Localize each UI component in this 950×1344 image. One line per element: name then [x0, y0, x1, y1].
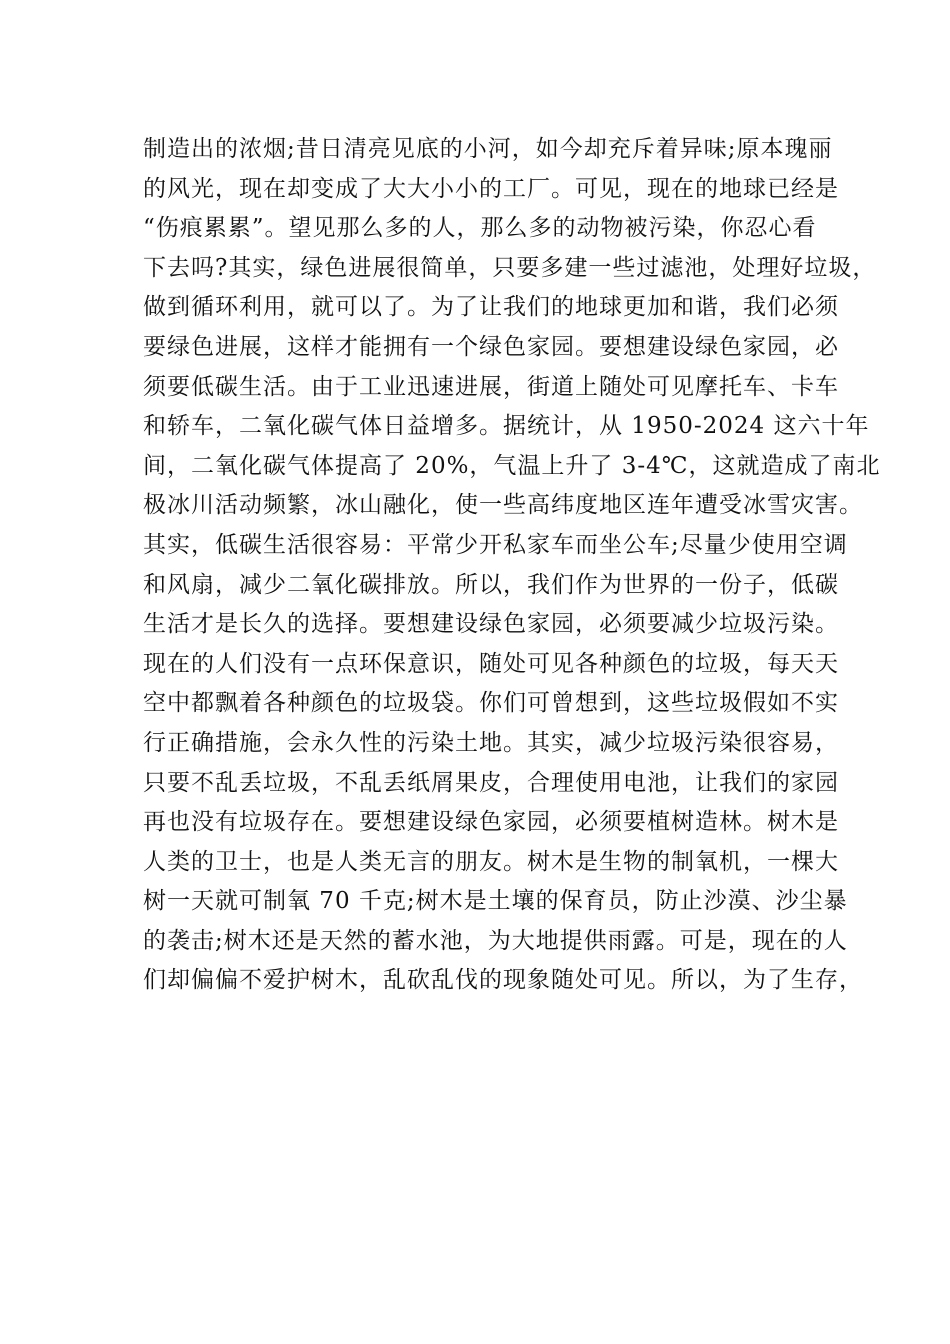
text-line: 树一天就可制氧 70 千克;树木是土壤的保育员，防止沙漠、沙尘暴: [143, 888, 848, 915]
text-line: 和轿车，二氧化碳气体日益增多。据统计，从 1950-2024 这六十年: [143, 413, 870, 440]
text-line: 们却偏偏不爱护树木，乱砍乱伐的现象随处可见。所以，为了生存，: [143, 967, 863, 994]
text-line: 要绿色进展，这样才能拥有一个绿色家园。要想建设绿色家园，必: [143, 333, 839, 360]
text-line: 再也没有垃圾存在。要想建设绿色家园，必须要植树造林。树木是: [143, 809, 839, 836]
text-line: 做到循环利用，就可以了。为了让我们的地球更加和谐，我们必须: [143, 294, 839, 321]
text-line: 人类的卫士，也是人类无言的朋友。树木是生物的制氧机，一棵大: [143, 848, 839, 875]
body-text: [143, 130, 881, 1001]
text-line: 下去吗?其实，绿色进展很简单，只要多建一些过滤池，处理好垃圾，: [143, 254, 877, 281]
text-line: 间，二氧化碳气体提高了 20%，气温上升了 3-4℃，这就造成了南北: [143, 452, 881, 479]
text-line: 和风扇，减少二氧化碳排放。所以，我们作为世界的一份子，低碳: [143, 571, 839, 598]
text-line: 只要不乱丢垃圾，不乱丢纸屑果皮，合理使用电池，让我们的家园: [143, 769, 839, 796]
text-line: 的袭击;树木还是天然的蓄水池，为大地提供雨露。可是，现在的人: [143, 927, 848, 954]
text-line: 空中都飘着各种颜色的垃圾袋。你们可曾想到，这些垃圾假如不实: [143, 690, 839, 717]
text-line: 须要低碳生活。由于工业迅速进展，街道上随处可见摩托车、卡车: [143, 373, 839, 400]
text-line: 行正确措施，会永久性的污染土地。其实，减少垃圾污染很容易，: [143, 729, 839, 756]
text-line: 的风光，现在却变成了大大小小的工厂。可见，现在的地球已经是: [143, 175, 839, 202]
text-line: 极冰川活动频繁，冰山融化，使一些高纬度地区连年遭受冰雪灾害。: [143, 492, 863, 519]
text-line: 生活才是长久的选择。要想建设绿色家园，必须要减少垃圾污染。: [143, 611, 839, 638]
text-line: 现在的人们没有一点环保意识，随处可见各种颜色的垃圾，每天天: [143, 650, 839, 677]
text-line: “伤痕累累”。望见那么多的人，那么多的动物被污染，你忍心看: [143, 215, 817, 242]
text-line: 制造出的浓烟;昔日清亮见底的小河，如今却充斥着异味;原本瑰丽: [143, 136, 833, 162]
text-line: 其实，低碳生活很容易：平常少开私家车而坐公车;尽量少使用空调: [143, 531, 848, 558]
